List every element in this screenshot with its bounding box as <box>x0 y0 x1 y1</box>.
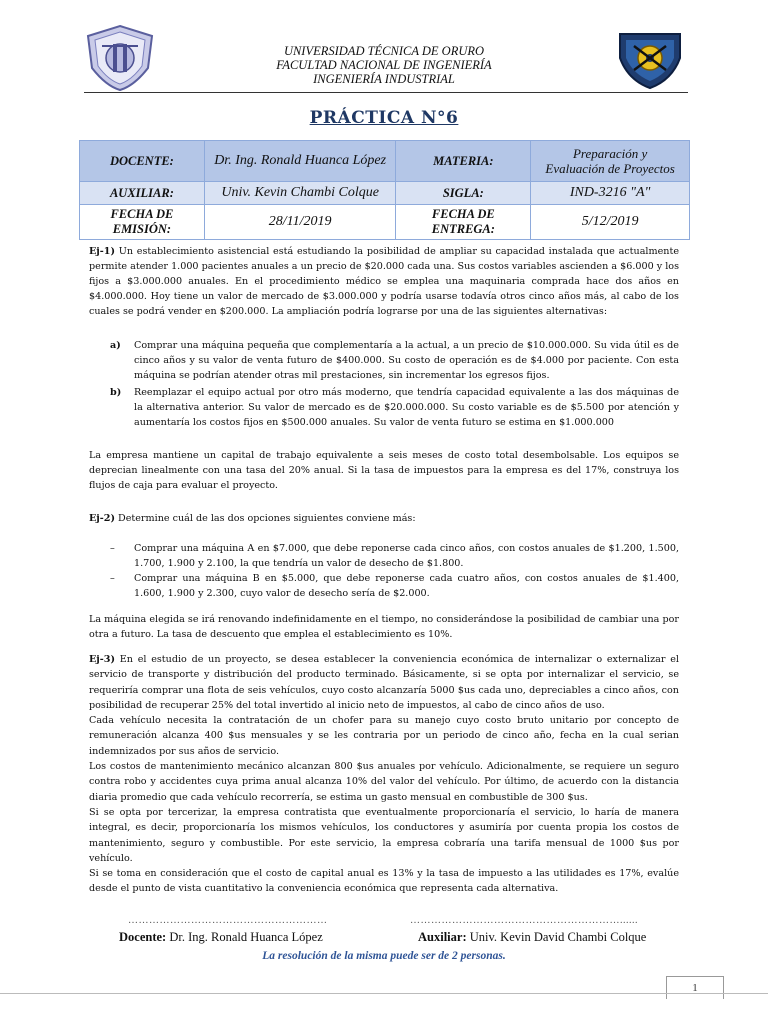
exercise-2-label: Ej-2) <box>89 513 115 524</box>
exercise-3-paragraph-1: En el estudio de un proyecto, se desea establecer la conveniencia económica de internalizar o externalizar el servicio de transporte y distribución del producto terminado. Básicamente, si se opta por internalizar el servicio, se requeriría comprar una flota de seis vehículos, cuyo costo alcanzaría 5000 $us cada uno, depreciables a cinco años, con posibilidad de recuperar 25% del total invertido al inicio neto de impuestos, al cabo de cinco años de uso. <box>89 654 679 711</box>
emision-label: FECHA DE EMISIÓN: <box>80 205 205 240</box>
auxiliar-signature-name: Univ. Kevin David Chambi Colque <box>466 930 647 944</box>
exercise-3-label: Ej-3) <box>89 654 115 665</box>
docente-signature <box>119 930 323 945</box>
page-number: 1 <box>666 976 724 999</box>
option-2-dash: – <box>110 573 115 584</box>
exercise-3-text <box>89 652 679 897</box>
document-title: PRÁCTICA N°6 <box>309 108 459 128</box>
exercise-1-option-b <box>110 385 679 430</box>
faculty-name: FACULTAD NACIONAL DE INGENIERÍA <box>276 58 492 72</box>
option-1-dash: – <box>110 543 115 554</box>
option-a-marker: a) <box>110 340 121 351</box>
university-logo <box>82 22 158 92</box>
exercise-2-closing: La máquina elegida se irá renovando indefinidamente en el tiempo, no considerándose la posibilidad de cambiar una por otra a futuro. La tasa de descuento que emplea el establecimiento es 10%. <box>89 614 679 640</box>
exercise-2-option-1 <box>110 541 679 571</box>
option-1-text: Comprar una máquina A en $7.000, que debe reponerse cada cinco años, con costos anuales de $1.200, 1.500, 1.700, 1.900 y 2.100, la que tendría un valor de desecho de $1.800. <box>134 543 679 569</box>
exercise-2-option-2 <box>110 571 679 601</box>
exercise-2-text: Determine cuál de las dos opciones siguientes conviene más: <box>114 513 416 524</box>
sigla-value: IND-3216 "A" <box>531 182 690 205</box>
university-name: UNIVERSIDAD TÉCNICA DE ORURO <box>283 44 485 58</box>
docente-value: Dr. Ing. Ronald Huanca López <box>204 141 396 182</box>
exercise-3-paragraph-4: Si se opta por tercerizar, la empresa contratista que eventualmente proporcionaría el servicio, lo haría de manera integral, es decir, proporcionaría los mismos vehículos, los conductores y asumiría por cuenta propia los costos de mantenimiento, seguro y combustible. Por este servicio, la empresa cobraría una tarifa mensual de 1000 $us por vehículo. <box>89 806 679 864</box>
footer-divider <box>0 993 768 994</box>
docente-label: DOCENTE: <box>80 141 205 182</box>
exercise-3-paragraph-3: Los costos de mantenimiento mecánico alcanzan 800 $us anuales por vehículo. Adicionalmente, se requiere un seguro contra robo y accidentes cuya prima anual alcanza 10% del valor del vehículo. Por último, de acuerdo con la distancia diaria promedio que cada vehículo recorrería, se estima un gasto mensual en combustible de 300 $us. <box>89 761 679 803</box>
header-divider <box>84 92 688 93</box>
exercise-1-closing: La empresa mantiene un capital de trabajo equivalente a seis meses de costo total desembolsable. Los equipos se deprecian linealmente con una tasa del 20% anual. Si la tasa de impuestos para la empresa es del 17%, construya los flujos de caja para evaluar el proyecto. <box>89 450 679 491</box>
entrega-value: 5/12/2019 <box>531 205 690 240</box>
docente-signature-name: Dr. Ing. Ronald Huanca López <box>166 930 323 944</box>
exercise-1-label: Ej-1) <box>89 246 115 257</box>
auxiliar-label: AUXILIAR: <box>80 182 205 205</box>
exercise-2-intro <box>89 511 679 526</box>
faculty-logo <box>612 28 688 92</box>
option-b-text: Reemplazar el equipo actual por otro más moderno, que tendría capacidad equivalente a las dos máquinas de la alternativa anterior. Su valor de mercado es de $20.000.000. Su costo variable es de $5.500 por atención y aumentaría los costos fijos en $500.000 anuales. Su valor de venta futuro se estima en $1.000.000 <box>134 387 679 428</box>
exercise-1-intro <box>89 244 679 319</box>
exercise-3-paragraph-2: Cada vehículo necesita la contratación de un chofer para su manejo cuyo costo bruto unitario por concepto de remuneración alcanza 400 $us mensuales y se les contraria por un periodo de cinco año, fecha en la cual serian indemnizados por sus años de servicio. <box>89 715 679 757</box>
signature-line-right: ……………………………………………………...... <box>410 915 638 926</box>
auxiliar-value: Univ. Kevin Chambi Colque <box>204 182 396 205</box>
auxiliar-signature <box>418 930 646 945</box>
exercise-1-text: Un establecimiento asistencial está estudiando la posibilidad de ampliar su capacidad instalada que actualmente permite atender 1.000 pacientes anuales a un precio de $20.000 cada una. Sus costos variables ascienden a $6.000 y los fijos a $3.000.000 anuales. En el procedimiento médico se emplea una maquinaria comprada hace dos años en $4.000.000. Hoy tiene un valor de mercado de $3.000.000 y podría usarse todavía otros cinco años más, al cabo de los cuales se podrá vender en $200.000. La ampliación podría lograrse por una de las siguientes alternativas: <box>89 246 679 317</box>
course-info-table <box>79 140 690 240</box>
auxiliar-signature-label: Auxiliar: <box>418 930 467 944</box>
exercise-1-option-a <box>110 338 679 383</box>
institution-header <box>180 44 588 86</box>
department-name: INGENIERÍA INDUSTRIAL <box>313 72 455 86</box>
materia-value: Preparación y Evaluación de Proyectos <box>531 141 690 182</box>
option-a-text: Comprar una máquina pequeña que complementaría a la actual, a un precio de $10.000.000. Su vida útil es de cinco años y su valor de venta futuro de $400.000. Su costo de operación es de $4.000 por paciente. Con esta máquina se podrían atender otras mil prestaciones, sin incrementar los egresos fijos. <box>134 340 679 381</box>
resolution-note: La resolución de la misma puede ser de 2 personas. <box>262 950 506 962</box>
signature-line-left: ………………………………………………… <box>128 915 328 926</box>
sigla-label: SIGLA: <box>396 182 531 205</box>
option-2-text: Comprar una máquina B en $5.000, que debe reponerse cada cuatro años, con costos anuales de $1.400, 1.600, 1.900 y 2.300, cuyo valor de desecho sería de $2.000. <box>134 573 679 599</box>
option-b-marker: b) <box>110 387 122 398</box>
materia-label: MATERIA: <box>396 141 531 182</box>
docente-signature-label: Docente: <box>119 930 167 944</box>
emision-value: 28/11/2019 <box>204 205 396 240</box>
exercise-3-paragraph-5: Si se toma en consideración que el costo de capital anual es 13% y la tasa de impuesto a las utilidades es 17%, evalúe desde el punto de vista cuantitativo la conveniencia económica que representa cada alternativa. <box>89 868 679 895</box>
entrega-label: FECHA DE ENTREGA: <box>396 205 531 240</box>
